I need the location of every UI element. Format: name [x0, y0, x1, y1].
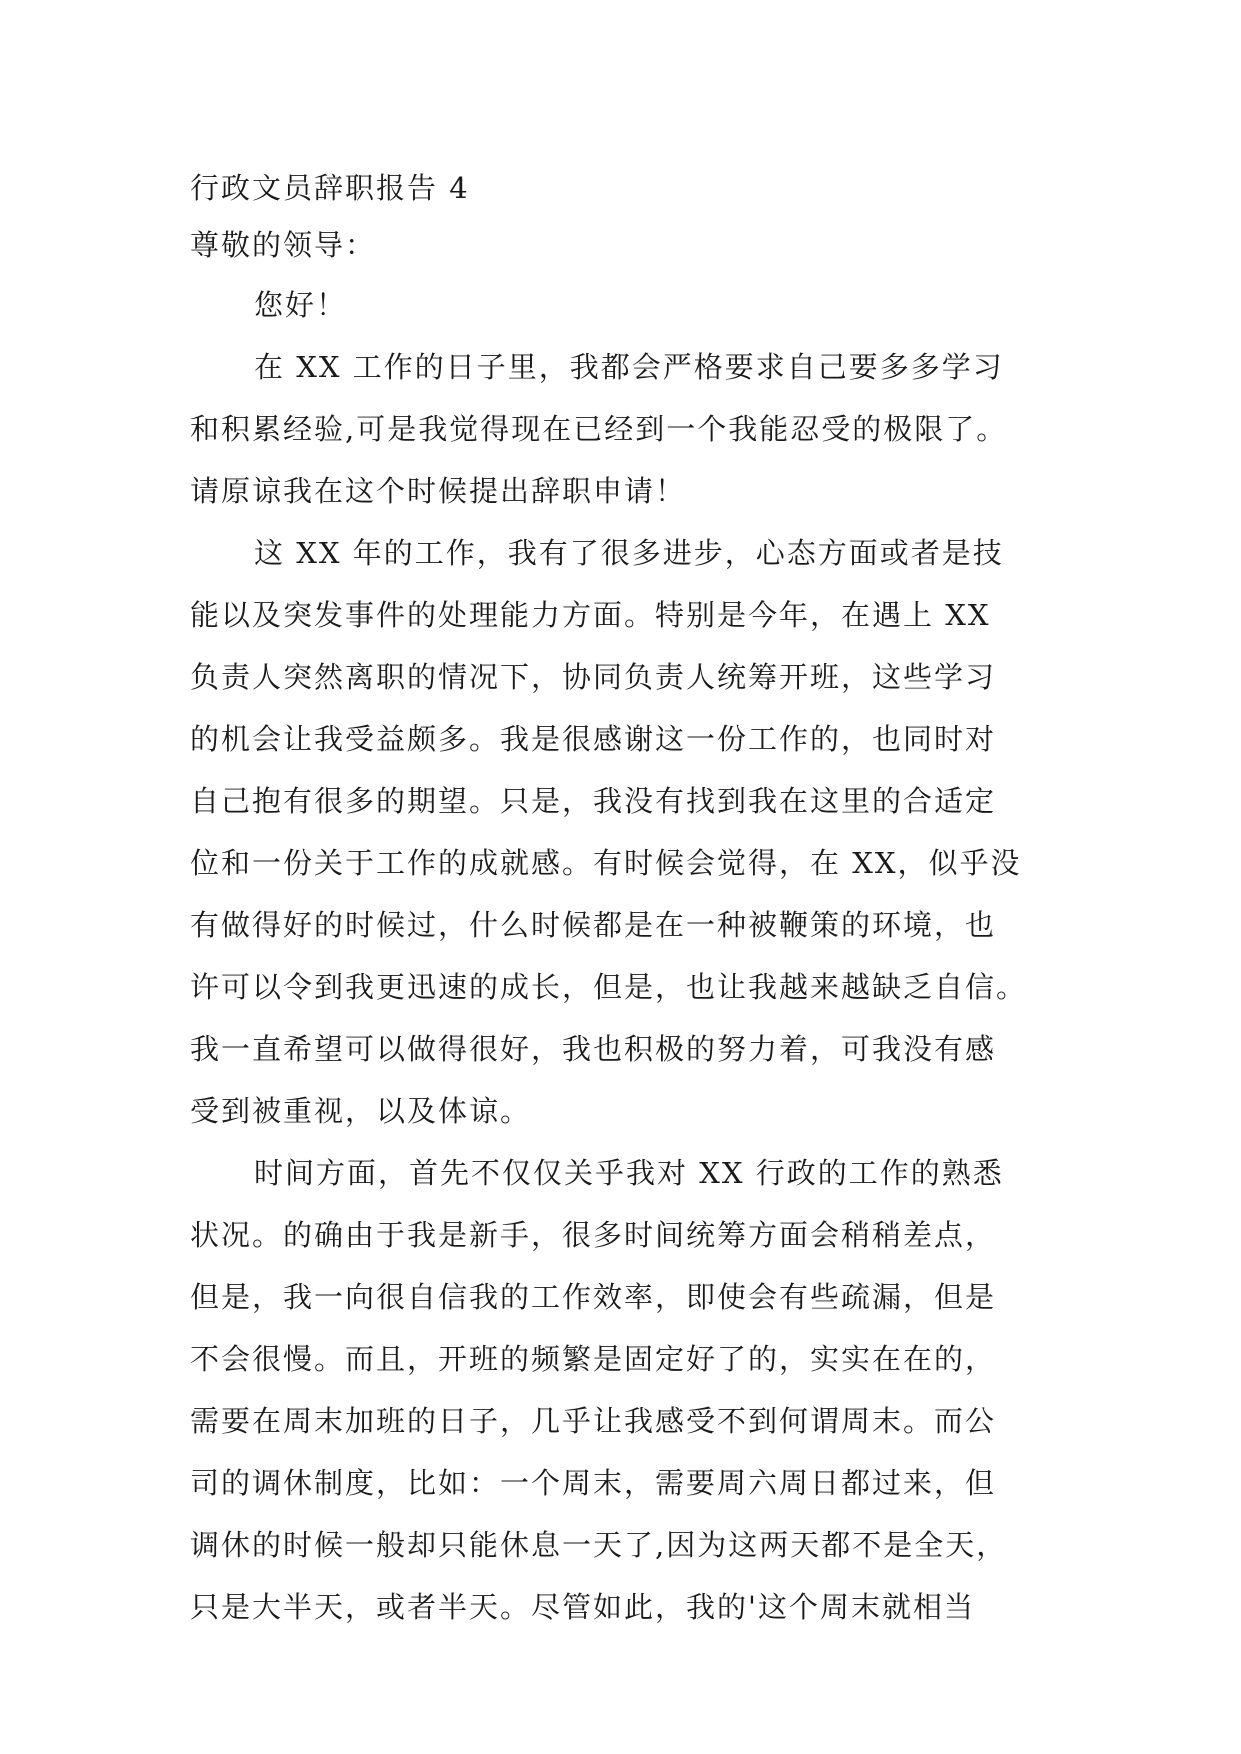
paragraph-line: 请原谅我在这个时候提出辞职申请！ — [190, 474, 687, 508]
paragraph-line: 位和一份关于工作的成就感。有时候会觉得，在 XX，似乎没 — [190, 846, 1022, 880]
greeting: 您好！ — [254, 288, 348, 322]
paragraph-line: 这 XX 年的工作，我有了很多进步，心态方面或者是技 — [254, 536, 1004, 570]
salutation: 尊敬的领导： — [190, 228, 377, 262]
paragraph-2 — [190, 522, 1070, 1142]
paragraph-line: 不会很慢。而且，开班的频繁是固定好了的，实实在在的， — [190, 1342, 997, 1376]
paragraph-line: 负责人突然离职的情况下，协同负责人统筹开班，这些学习 — [190, 660, 997, 694]
paragraph-line: 只是大半天，或者半天。尽管如此，我的'这个周末就相当 — [190, 1590, 975, 1624]
paragraph-1 — [190, 336, 1070, 522]
paragraph-line: 能以及突发事件的处理能力方面。特别是今年，在遇上 XX — [190, 598, 991, 632]
paragraph-line: 调休的时候一般却只能休息一天了,因为这两天都不是全天， — [190, 1528, 1008, 1562]
document-title: 行政文员辞职报告 4 — [190, 171, 470, 205]
paragraph-line: 许可以令到我更迅速的成长，但是，也让我越来越缺乏自信。 — [190, 970, 1028, 1004]
paragraph-line: 在 XX 工作的日子里，我都会严格要求自己要多多学习 — [254, 350, 1004, 384]
paragraph-line: 需要在周末加班的日子，几乎让我感受不到何谓周末。而公 — [190, 1404, 997, 1438]
document-body — [190, 160, 1070, 1638]
paragraph-line: 时间方面，首先不仅仅关乎我对 XX 行政的工作的熟悉 — [254, 1156, 1004, 1190]
paragraph-line: 自己抱有很多的期望。只是，我没有找到我在这里的合适定 — [190, 784, 997, 818]
paragraph-line: 状况。的确由于我是新手，很多时间统筹方面会稍稍差点， — [190, 1218, 997, 1252]
paragraph-line: 受到被重视，以及体谅。 — [190, 1094, 532, 1128]
paragraph-line: 的机会让我受益颇多。我是很感谢这一份工作的，也同时对 — [190, 722, 997, 756]
paragraph-line: 司的调休制度，比如：一个周末，需要周六周日都过来，但 — [190, 1466, 997, 1500]
paragraph-line: 和积累经验,可是我觉得现在已经到一个我能忍受的极限了。 — [190, 412, 1008, 446]
paragraph-line: 有做得好的时候过，什么时候都是在一种被鞭策的环境，也 — [190, 908, 997, 942]
paragraph-3 — [190, 1142, 1070, 1638]
paragraph-line: 但是，我一向很自信我的工作效率，即使会有些疏漏，但是 — [190, 1280, 997, 1314]
paragraph-line: 我一直希望可以做得很好，我也积极的努力着，可我没有感 — [190, 1032, 997, 1066]
